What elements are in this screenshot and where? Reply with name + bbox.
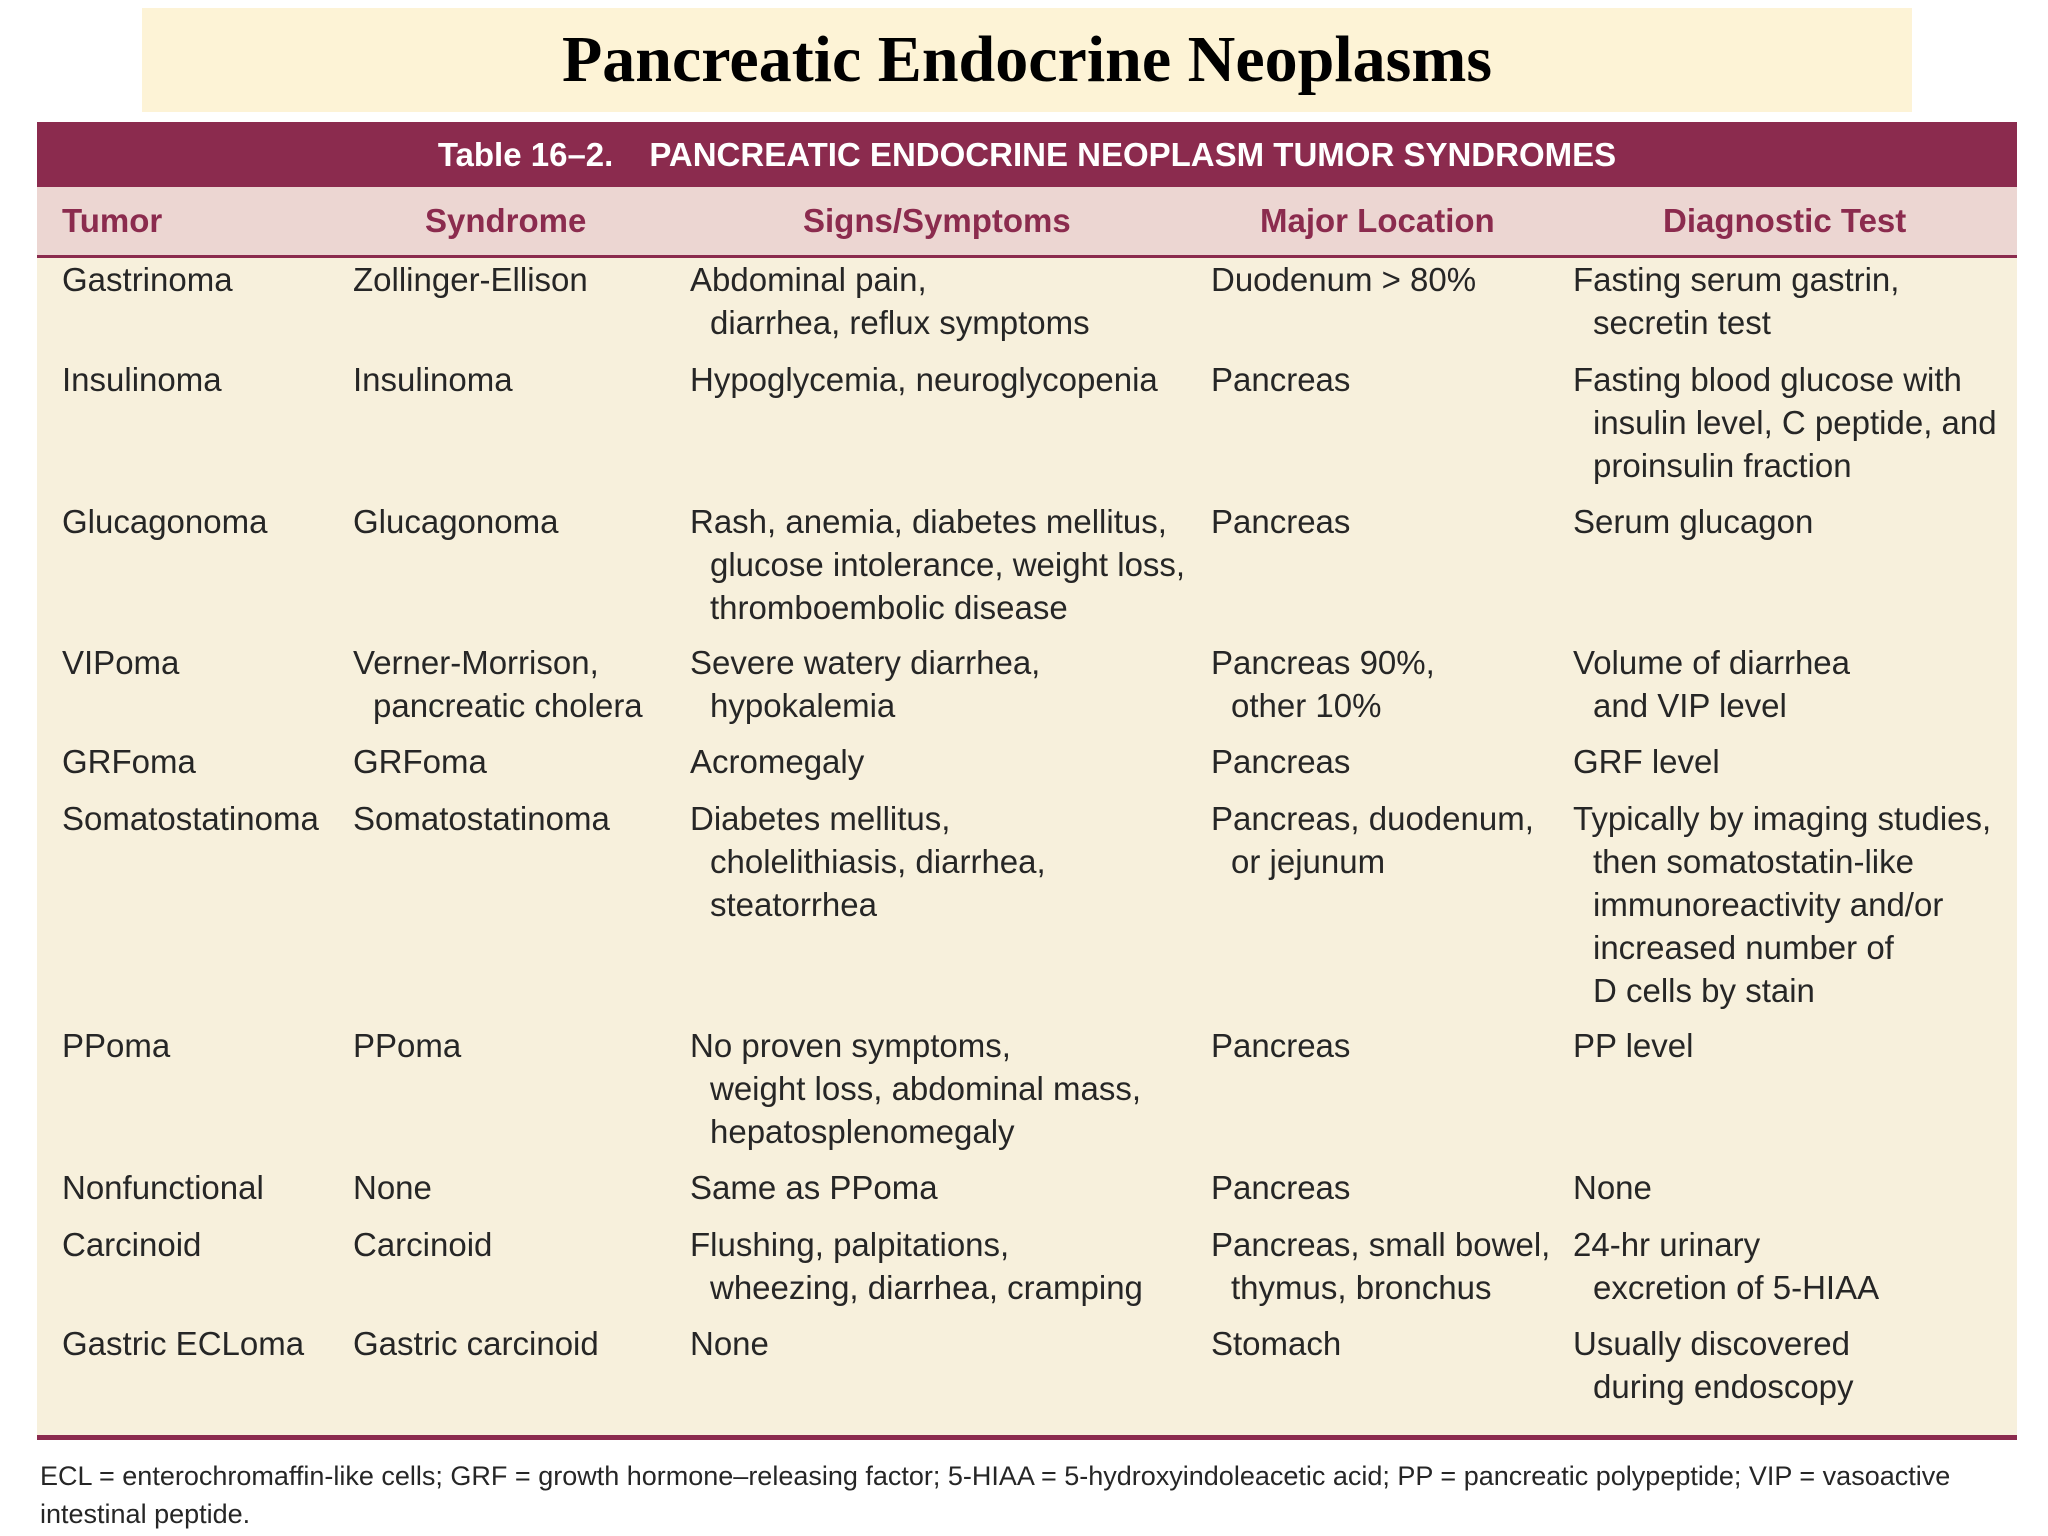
cell-line: Verner-Morrison,: [353, 644, 599, 681]
cell-line: Same as PPoma: [690, 1169, 938, 1206]
cell-location: [1211, 1024, 1561, 1067]
cell-syndrome: [353, 797, 683, 840]
cell-test: [1573, 641, 2013, 727]
cell-line: Diabetes mellitus,: [690, 800, 951, 837]
cell-location: [1211, 258, 1561, 301]
cell-test: [1573, 797, 2013, 1012]
cell-line: Gastric carcinoid: [353, 1325, 599, 1362]
cell-location: [1211, 1223, 1561, 1309]
cell-line: proinsulin fraction: [1593, 447, 1852, 484]
cell-line: hypokalemia: [710, 687, 896, 724]
cell-line: steatorrhea: [710, 886, 877, 923]
cell-line: Fasting blood glucose with: [1573, 361, 1962, 398]
cell-line: PPoma: [353, 1027, 462, 1064]
cell-signs: [690, 358, 1200, 401]
cell-tumor: [62, 358, 392, 401]
cell-line: pancreatic cholera: [373, 687, 643, 724]
cell-tumor: [62, 740, 392, 783]
cell-test: [1573, 258, 2013, 344]
cell-line: GRF level: [1573, 743, 1720, 780]
cell-line: Pancreas: [1211, 503, 1351, 540]
cell-signs: [690, 740, 1200, 783]
slide-title: Pancreatic Endocrine Neoplasms: [561, 23, 1493, 96]
cell-line: Flushing, palpitations,: [690, 1226, 1010, 1263]
cell-line: Somatostatinoma: [353, 800, 610, 837]
cell-line: Rash, anemia, diabetes mellitus,: [690, 503, 1167, 540]
cell-location: [1211, 641, 1561, 727]
cell-signs: [690, 1166, 1200, 1209]
table-bottom-rule: [37, 1435, 2017, 1440]
cell-syndrome: [353, 358, 683, 401]
cell-line: glucose intolerance, weight loss,: [710, 546, 1186, 583]
cell-line: Serum glucagon: [1573, 503, 1814, 540]
cell-test: [1573, 500, 2013, 543]
cell-tumor: [62, 1166, 392, 1209]
table-header-row: [37, 187, 2017, 258]
cell-line: Nonfunctional: [62, 1169, 264, 1206]
cell-test: [1573, 1166, 2013, 1209]
cell-line: Typically by imaging studies,: [1573, 800, 1992, 837]
table-caption: [37, 122, 2017, 187]
table-caption-number: Table 16–2.: [437, 135, 614, 173]
cell-line: None: [353, 1169, 432, 1206]
cell-line: and VIP level: [1593, 687, 1787, 724]
cell-line: Acromegaly: [690, 743, 865, 780]
cell-line: Gastric ECLoma: [62, 1325, 305, 1362]
cell-line: Carcinoid: [353, 1226, 493, 1263]
cell-line: Hypoglycemia, neuroglycopenia: [690, 361, 1158, 398]
slide-title-banner: [142, 8, 1912, 112]
cell-test: [1573, 358, 2013, 487]
cell-line: GRFoma: [353, 743, 487, 780]
column-header-syndrome: Syndrome: [425, 202, 587, 239]
cell-line: Somatostatinoma: [62, 800, 319, 837]
cell-signs: [690, 1024, 1200, 1153]
cell-line: immunoreactivity and/or: [1593, 886, 1944, 923]
cell-tumor: [62, 641, 392, 684]
cell-line: thymus, bronchus: [1231, 1269, 1492, 1306]
cell-line: increased number of: [1593, 929, 1894, 966]
cell-line: PPoma: [62, 1027, 171, 1064]
cell-line: hepatosplenomegaly: [710, 1113, 1015, 1150]
cell-line: then somatostatin-like: [1593, 843, 1914, 880]
cell-line: Abdominal pain,: [690, 261, 927, 298]
cell-line: Stomach: [1211, 1325, 1342, 1362]
cell-location: [1211, 500, 1561, 543]
cell-line: Duodenum > 80%: [1211, 261, 1477, 298]
cell-line: VIPoma: [62, 644, 180, 681]
cell-syndrome: [353, 740, 683, 783]
cell-signs: [690, 641, 1200, 727]
table-caption-title: PANCREATIC ENDOCRINE NEOPLASM TUMOR SYNDROMES: [649, 135, 1617, 173]
cell-line: or jejunum: [1231, 843, 1386, 880]
cell-line: Usually discovered: [1573, 1325, 1850, 1362]
cell-test: [1573, 1223, 2013, 1309]
table-footnote: ECL = enterochromaffin-like cells; GRF = growth hormone–releasing factor; 5-HIAA = 5-hydroxyindoleacetic acid; PP = pancreatic polypeptide; VIP = vasoactive intestinal peptide.: [40, 1461, 1951, 1529]
cell-line: 24-hr urinary: [1573, 1226, 1761, 1263]
cell-tumor: [62, 1024, 392, 1067]
cell-tumor: [62, 797, 392, 840]
cell-line: None: [690, 1325, 769, 1362]
cell-line: Pancreas: [1211, 1027, 1351, 1064]
cell-syndrome: [353, 1166, 683, 1209]
cell-line: None: [1573, 1169, 1652, 1206]
cell-line: weight loss, abdominal mass,: [710, 1070, 1142, 1107]
cell-line: Carcinoid: [62, 1226, 202, 1263]
cell-location: [1211, 1322, 1561, 1365]
cell-signs: [690, 797, 1200, 926]
column-header-tumor: Tumor: [62, 202, 163, 239]
cell-line: Pancreas: [1211, 1169, 1351, 1206]
cell-line: Fasting serum gastrin,: [1573, 261, 1900, 298]
cell-line: Glucagonoma: [353, 503, 559, 540]
table-body: [37, 258, 2017, 1438]
cell-syndrome: [353, 641, 683, 727]
cell-signs: [690, 258, 1200, 344]
cell-test: [1573, 1322, 2013, 1408]
cell-line: excretion of 5-HIAA: [1593, 1269, 1880, 1306]
cell-test: [1573, 740, 2013, 783]
column-header-major-location: Major Location: [1260, 202, 1495, 239]
cell-line: Insulinoma: [62, 361, 222, 398]
cell-location: [1211, 797, 1561, 883]
cell-line: Insulinoma: [353, 361, 513, 398]
cell-line: Zollinger-Ellison: [353, 261, 588, 298]
cell-syndrome: [353, 1024, 683, 1067]
cell-line: D cells by stain: [1593, 972, 1815, 1009]
cell-syndrome: [353, 258, 683, 301]
cell-tumor: [62, 500, 392, 543]
cell-line: during endoscopy: [1593, 1368, 1854, 1405]
cell-signs: [690, 500, 1200, 629]
cell-line: cholelithiasis, diarrhea,: [710, 843, 1046, 880]
cell-line: insulin level, C peptide, and: [1593, 404, 1997, 441]
cell-tumor: [62, 1223, 392, 1266]
cell-syndrome: [353, 1322, 683, 1365]
cell-signs: [690, 1223, 1200, 1309]
cell-tumor: [62, 258, 392, 301]
cell-line: Pancreas: [1211, 361, 1351, 398]
cell-line: Pancreas: [1211, 743, 1351, 780]
cell-line: other 10%: [1231, 687, 1382, 724]
column-header-signs-symptoms: Signs/Symptoms: [803, 202, 1071, 239]
cell-line: secretin test: [1593, 304, 1771, 341]
cell-line: PP level: [1573, 1027, 1694, 1064]
cell-signs: [690, 1322, 1200, 1365]
cell-location: [1211, 358, 1561, 401]
cell-tumor: [62, 1322, 392, 1365]
cell-test: [1573, 1024, 2013, 1067]
cell-line: Glucagonoma: [62, 503, 268, 540]
cell-line: Pancreas, small bowel,: [1211, 1226, 1551, 1263]
tumor-syndromes-table: [37, 122, 2017, 1440]
cell-line: Pancreas 90%,: [1211, 644, 1435, 681]
cell-location: [1211, 1166, 1561, 1209]
cell-line: GRFoma: [62, 743, 196, 780]
cell-syndrome: [353, 1223, 683, 1266]
cell-location: [1211, 740, 1561, 783]
cell-line: Pancreas, duodenum,: [1211, 800, 1534, 837]
cell-syndrome: [353, 500, 683, 543]
cell-line: thromboembolic disease: [710, 589, 1068, 626]
cell-line: diarrhea, reflux symptoms: [710, 304, 1090, 341]
cell-line: Volume of diarrhea: [1573, 644, 1851, 681]
cell-line: Severe watery diarrhea,: [690, 644, 1041, 681]
column-header-diagnostic-test: Diagnostic Test: [1663, 202, 1907, 239]
cell-line: No proven symptoms,: [690, 1027, 1011, 1064]
cell-line: wheezing, diarrhea, cramping: [710, 1269, 1143, 1306]
cell-line: Gastrinoma: [62, 261, 233, 298]
